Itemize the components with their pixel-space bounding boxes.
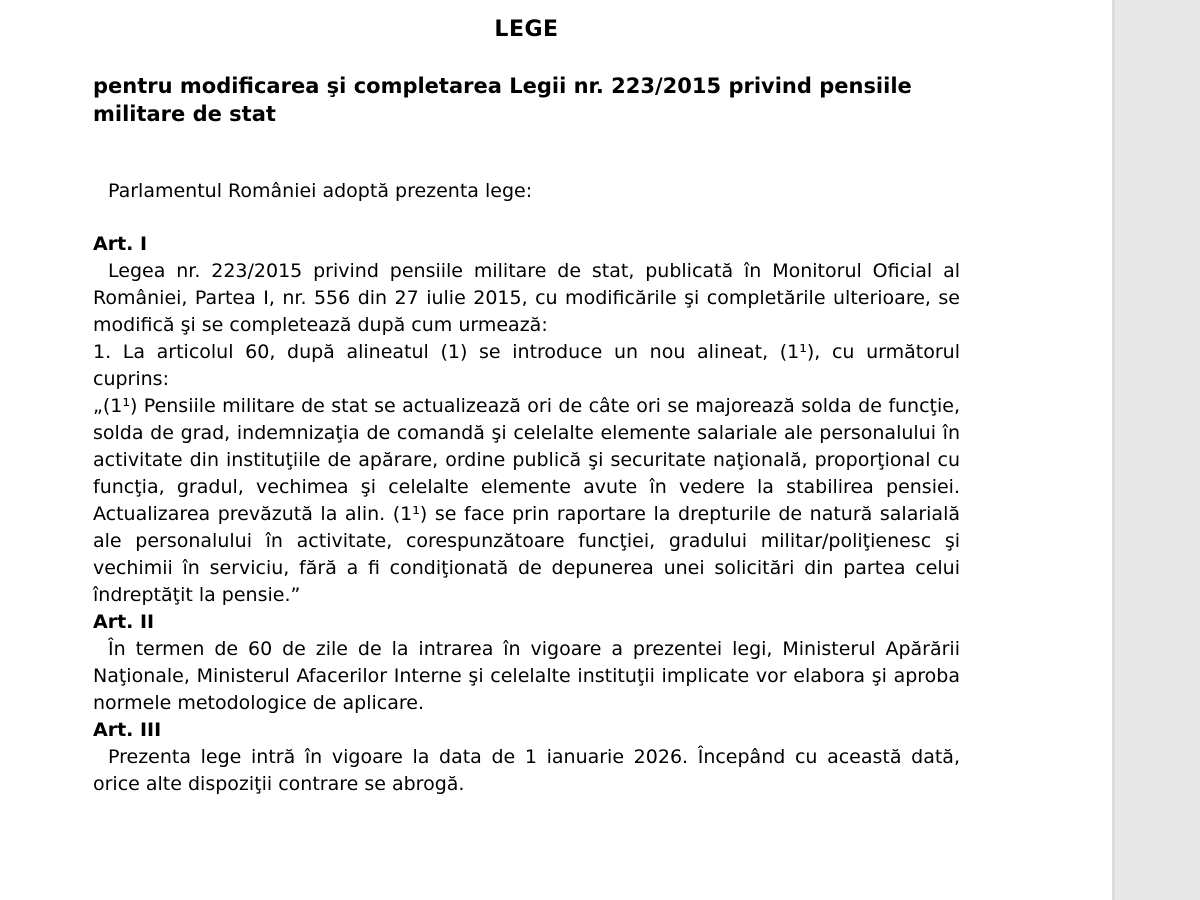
law-body: [93, 231, 960, 798]
article-1-paragraph-3: „(1¹) Pensiile militare de stat se actualizează ori de câte ori se majorează solda de funcţie, solda de grad, indemnizaţia de comandă şi celelalte elemente salariale ale personalului în activitate din instituţiile de apărare, ordine publică şi securitate naţională, proporţional cu funcţia, gradul, vechimea şi celelalte elemente avute în vedere la stabilirea pensiei. Actualizarea prevăzută la alin. (1¹) se face prin raportare la drepturile de natură salarială ale personalului în activitate, corespunzătoare funcţiei, gradului militar/poliţienesc şi vechimii în serviciu, fără a fi condiţionată de depunerea unei solicitări din partea celui îndreptăţit la pensie.”: [93, 395, 960, 606]
article-1-paragraph-1: Legea nr. 223/2015 privind pensiile militare de stat, publicată în Monitorul Oficial al României, Partea I, nr. 556 din 27 iulie 2015, cu modificările şi completările ulterioare, se modifică şi se completează după cum urmează:: [93, 260, 960, 336]
article-2-heading: Art. II: [93, 611, 155, 633]
article-3-heading: Art. III: [93, 719, 162, 741]
article-1-heading: Art. I: [93, 233, 148, 255]
intro-paragraph: Parlamentul României adoptă prezenta lege:: [108, 180, 533, 202]
article-1-paragraph-2: 1. La articolul 60, după alineatul (1) se introduce un nou alineat, (1¹), cu următorul cuprins:: [93, 341, 960, 390]
viewer-background-strip: [1112, 0, 1200, 900]
article-2-paragraph-1: În termen de 60 de zile de la intrarea în vigoare a prezentei legi, Ministerul Apărării Naţionale, Ministerul Afacerilor Interne şi celelalte instituţii implicate vor elabora şi aproba normele metodologice de aplicare.: [93, 638, 960, 714]
article-3-paragraph-1: Prezenta lege intră în vigoare la data de 1 ianuarie 2026. Începând cu această dată, orice alte dispoziţii contrare se abrogă.: [93, 746, 960, 795]
law-title: LEGE: [494, 17, 559, 42]
law-subtitle: pentru modificarea şi completarea Legii nr. 223/2015 privind pensiile militare de stat: [93, 74, 912, 126]
